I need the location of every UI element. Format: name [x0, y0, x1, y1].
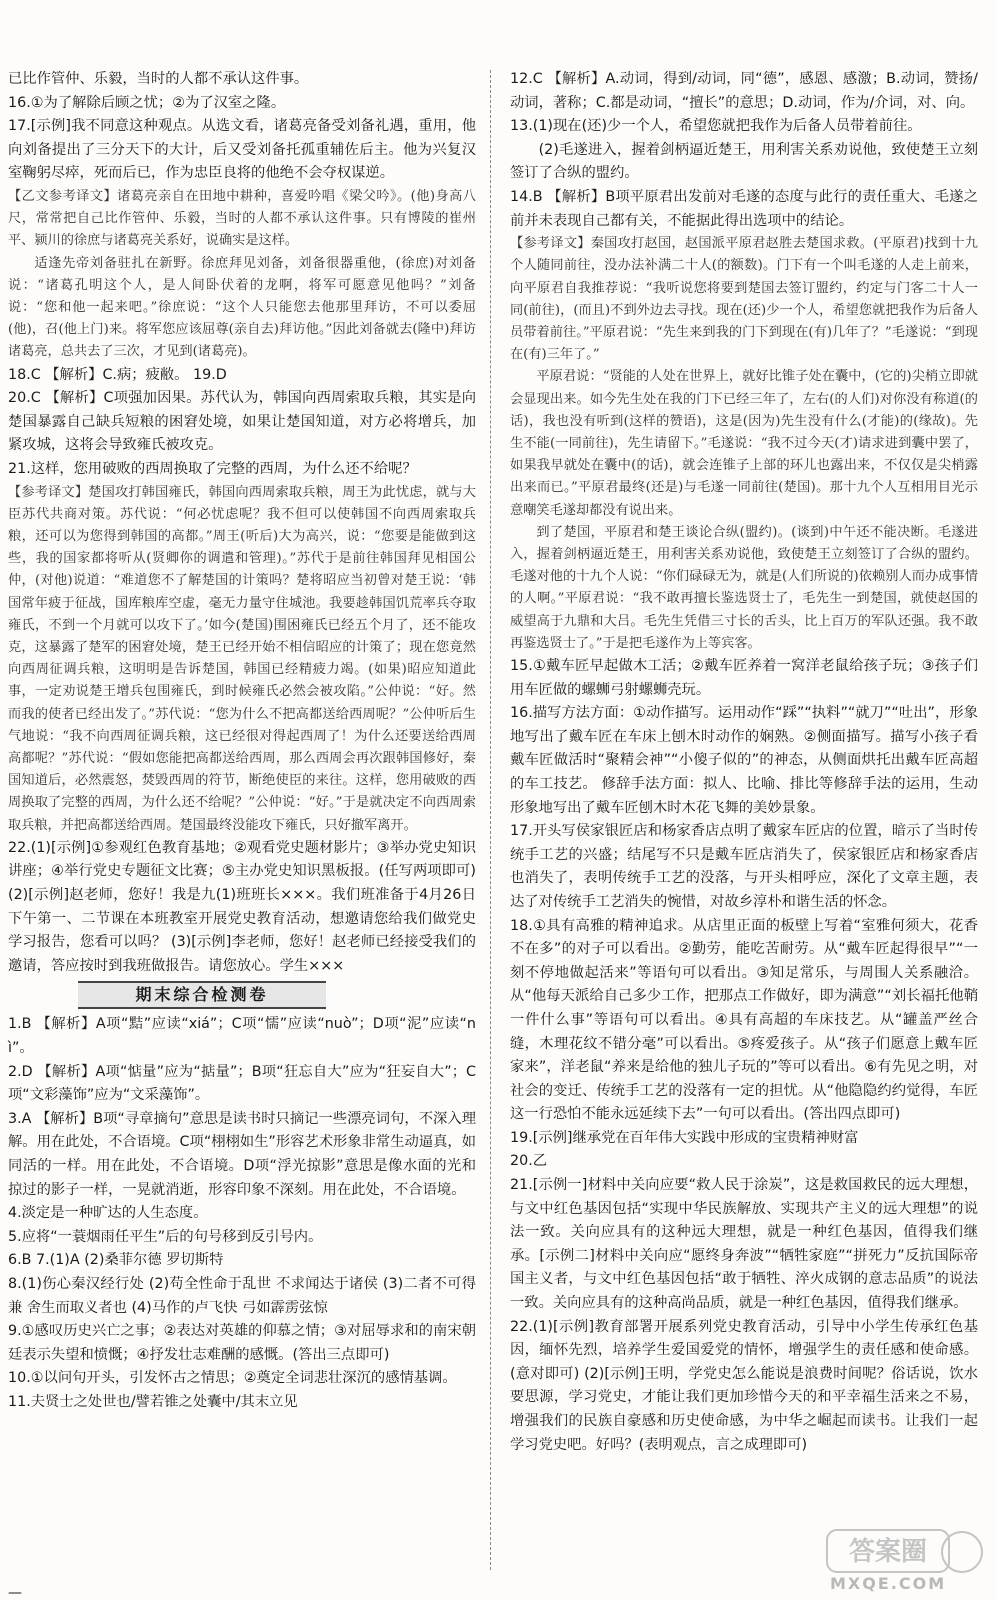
answer-paragraph: 17.开头写侯家银匠店和杨家香店点明了戴家车匠店的位置，暗示了当时传统手工艺的兴盛；结尾写不只是戴车匠店消失了，侯家银匠店和杨家香店也消失了，表明传统手工艺的没落，与开头相呼应，深化了文章主题，表达了对传统手工艺消失的惋惜，对故乡淳朴和谐生活的怀念。 [510, 823, 978, 910]
answer-paragraph: 20.乙 [510, 1153, 548, 1170]
answer-paragraph: 4.淡定是一种旷达的人生态度。 [8, 1205, 208, 1222]
left-column [8, 68, 476, 1414]
answer-paragraph: 6.B 7.(1)A (2)桑菲尔德 罗切斯特 [8, 1252, 224, 1269]
answer-paragraph: (2)毛遂进入，握着剑柄逼近楚王，用利害关系劝说他，致使楚王立刻签订了合纵的盟约。 [510, 141, 978, 182]
answer-paragraph: 16.①为了解除后顾之忧；②为了汉室之隆。 [8, 94, 286, 111]
translation-paragraph: 适逢先帝刘备驻扎在新野。徐庶拜见刘备，刘备很器重他，(徐庶)对刘备说：“诸葛孔明这个人，是人间卧伏着的龙啊，将军可愿意见他吗？”刘备说：“您和他一起来吧。”徐庶说：“这个人只能您去他那里拜访，不可以委屈(他)，召(他上门)来。将军您应该屈尊(亲自去)拜访他。”因此刘备就去(隆中)拜访诸葛亮，总共去了三次，才见到(诸葛亮)。 [8, 255, 476, 360]
answer-paragraph: 3.A 【解析】B项“寻章摘句”意思是读书时只摘记一些漂亮词句，不深入理解。用在此处，不合语境。C项“栩栩如生”形容艺术形象非常生动逼真，如同活的一样。用在此处，不合语境。D项“浮光掠影”意思是像水面的光和掠过的影子一样，一晃就消逝，形容印象不深刻。用在此处，不合语境。 [8, 1110, 476, 1198]
watermark-url: MXQE.COM [830, 1574, 947, 1593]
watermark-title: 答案圈 [848, 1537, 928, 1567]
answer-paragraph: 2.D 【解析】A项“惦量”应为“掂量”；B项“狂忘自大”应为“狂妄自大”；C项“文彩藻饰”应为“文采藻饰”。 [8, 1063, 476, 1104]
answer-paragraph: 22.(1)[示例]教育部署开展系列党史教育活动，引导中小学生传承红色基因，缅怀先烈，培养学生爱国爱党的情怀，增强学生的责任感和使命感。(意对即可) (2)[示例]王明，学党史怎么能说是浪费时间呢？俗话说，饮水要思源，学习党史，才能让我们更加珍惜今天的和平幸福生活来之不易，增强我们的民族自豪感和历史使命感，为中华之崛起而读书。让我们一起学习党史吧。好吗？(表明观点，言之成理即可) [510, 1318, 978, 1453]
page-footer-mark: — [8, 1585, 22, 1600]
answer-paragraph: 22.(1)[示例]①参观红色教育基地；②观看党史题材影片；③举办党史知识讲座；④举行党史专题征文比赛；⑤主办党史知识黑板报。(任写两项即可) (2)[示例]赵老师，您好！我是九(1)班班长×××。我们班准备于4月26日下午第一、二节课在本班教室开展党史教育活动，想邀请您给我们做党史学习报告，您看可以吗？ (3)[示例]李老师，您好！赵老师已经接受我们的邀请，答应按时到我班做报告。请您放心。学生××× [8, 839, 476, 974]
answer-paragraph: 18.①具有高雅的精神追求。从店里正面的板壁上写着“室雅何须大，花香不在多”的对子可以看出。②勤劳，能吃苦耐劳。从“戴车匠起得很早”“一刻不停地做起活来”等语句可以看出。③知足常乐，与周围人关系融洽。从“他每天派给自己多少工作，把那点工作做好，即为满意”“刘长福托他鞘一件什么事”等语句可以看出。④具有高超的车床技艺。从“罐盖严丝合缝，木理花纹不错分毫”可以看出。⑤疼爱孩子。从“孩子们愿意上戴车匠家来”，洋老鼠“养来是给他的独儿子玩的”等可以看出。⑥有先见之明，对社会的变迁、传统手工艺的没落有一定的担忧。从“他隐隐约约觉得，车匠这一行恐怕不能永远延续下去”一句可以看出。(答出四点即可) [510, 917, 978, 1123]
answer-paragraph: 15.①戴车匠早起做木工活；②戴车匠养着一窝洋老鼠给孩子玩；③孩子们用车匠做的螺蛳弓射螺蛳壳玩。 [510, 658, 978, 698]
answer-paragraph: 21.[示例一]材料中关向应要“救人民于涂炭”，这是救国救民的远大理想，与文中红色基因包括“实现中华民族解放、实现共产主义的远大理想”的说法一致。关向应具有的这种远大理想，就是一种红色基因，值得我们继承。[示例二]材料中关向应“愿终身奔波”“牺牲家庭”“拼死力”反抗国际帝国主义者，与文中红色基因包括“敢于牺牲、淬火成钢的意志品质”的说法一致。关向应具有的这种高尚品质，就是一种红色基因，值得我们继承。 [510, 1177, 978, 1312]
translation-paragraph: 【乙文参考译文】诸葛亮亲自在田地中耕种，喜爱吟唱《梁父吟》。(他)身高八尺，常常把自己比作管仲、乐毅，当时的人都不承认这件事。只有博陵的崔州平、颍川的徐庶与诸葛亮关系好，说确实是这样。 [8, 188, 476, 249]
answer-paragraph: 19.[示例]继承党在百年伟大实践中形成的宝贵精神财富 [510, 1129, 859, 1146]
answer-paragraph: 13.(1)现在(还)少一个人，希望您就把我作为后备人员带着前往。 [510, 118, 922, 135]
column-divider [490, 70, 491, 1570]
answer-paragraph: 9.①感叹历史兴亡之事；②表达对英雄的仰慕之情；③对屈辱求和的南宋朝廷表示失望和愤慨；④抒发壮志难酬的感慨。(答出三点即可) [8, 1323, 476, 1363]
answer-paragraph: 1.B 【解析】A项“黠”应读“xiá”；C项“懦”应读“nuò”；D项“泥”应读“nì”。 [8, 1016, 476, 1056]
answer-paragraph: 5.应将“一蓑烟雨任平生”后的句号移到反引号内。 [8, 1228, 323, 1245]
translation-paragraph: 【参考译文】秦国攻打赵国，赵国派平原君赵胜去楚国求救。(平原君)找到十九个人随同前往，没办法补满二十人(的额数)。门下有一个叫毛遂的人走上前来，向平原君自我推荐说：“我听说您将要到楚国去签订盟约，约定与门客二十人一同(前往)，(而且)不到外边去寻找。现在(还)少一个人，希望您就把我作为后备人员带着前往。”平原君说：“先生来到我的门下到现在(有)几年了？”毛遂说：“到现在(有)三年了。” [510, 236, 978, 363]
translation-paragraph: 【参考译文】楚国攻打韩国雍氏，韩国向西周索取兵粮，周王为此忧虑，就与大臣苏代共商对策。苏代说：“何必忧虑呢？我不但可以使韩国不向西周索取兵粮，还可以为您得到韩国的高都。”周王(听后)大为高兴，说：“您要是能做到这些，我的国家都将听从(贤卿你的调遣和管理)。”苏代于是前往韩国拜见相国公仲，(对他)说道：“难道您不了解楚国的计策吗？楚将昭应当初曾对楚王说：‘韩国常年疲于征战，国库粮库空虚，毫无力量守住城池。我要趁韩国饥荒率兵夺取雍氏，不到一个月就可以攻下了。’如今(楚国)围困雍氏已经五个月了，还不能攻克，这暴露了楚军的困窘处境，楚王已经开始不相信昭应的计策了；现在您竟然向西周征调兵粮，这明明是告诉楚国，韩国已经精疲力竭。(如果)昭应知道此事，一定劝说楚王增兵包围雍氏，到时候雍氏必然会被攻陷。”公仲说：“好。然而我的使者已经出发了。”苏代说：“您为什么不把高都送给西周呢？”公仲听后生气地说：“我不向西周征调兵粮，这已经很对得起西周了！为什么还要送给西周高都呢？”苏代说：“假如您能把高都送给西周，那么西周会再次跟韩国修好，秦国知道后，必然震怒，焚毁西周的符节，断绝使臣的来往。这样，您用破败的西周换取了完整的西周，为什么还不给呢？”公仲说：“好。”于是就决定不向西周索取兵粮，并把高都送给西周。楚国最终没能攻下雍氏，只好撤军离开。 [8, 484, 476, 833]
answer-paragraph: 18.C 【解析】C.病；疲敝。 19.D [8, 366, 227, 383]
right-column [510, 68, 978, 1457]
answer-paragraph: 21.这样，您用破败的西周换取了完整的西周，为什么还不给呢？ [8, 460, 417, 477]
answer-paragraph: 14.B 【解析】B项平原君出发前对毛遂的态度与此行的责任重大、毛遂之前并未表现自己都有关，不能据此得出选项中的结论。 [510, 188, 978, 229]
answer-paragraph: 11.夫贤士之处世也/譬若锥之处囊中/其末立见 [8, 1393, 298, 1410]
answer-paragraph: 8.(1)伤心秦汉经行处 (2)苟全性命于乱世 不求闻达于诸侯 (3)二者不可得兼 舍生而取义者也 (4)马作的卢飞快 弓如霹雳弦惊 [8, 1275, 476, 1316]
section-banner [78, 981, 326, 1009]
answer-paragraph: 16.描写方法方面：①动作描写。运用动作“踩”“执料”“就刀”“吐出”，形象地写出了戴车匠在车床上刨木时动作的娴熟。②侧面描写。描写小孩子看戴车匠做活时“聚精会神”“小傻子似的”的神态，从侧面烘托出戴车匠高超的车工技艺。 修辞手法方面：拟人、比喻、排比等修辞手法的运用，生动形象地写出了戴车匠刨木时木花飞舞的美妙景象。 [510, 705, 978, 816]
answer-paragraph: 17.[示例]我不同意这种观点。从选文看，诸葛亮备受刘备礼遇，重用，他向刘备提出了三分天下的大计，后又受刘备托孤重辅佐后主。他为兴复汉室鞠躬尽瘁，死而后已，作为忠臣良将的他绝不会夺权谋逆。 [8, 118, 476, 182]
section-title: 期末综合检测卷 [135, 985, 269, 1005]
translation-paragraph: 到了楚国，平原君和楚王谈论合纵(盟约)。(谈到)中午还不能决断。毛遂进入，握着剑柄逼近楚王，用利害关系劝说他，致使楚王立刻签订了合纵的盟约。毛遂对他的十九个人说：“你们碌碌无为，就是(人们所说的)依赖别人而办成事情的人啊。”平原君说：“我不敢再擅长鉴选贤士了，毛先生一到楚国，就使赵国的威望高于九鼎和大吕。毛先生凭借三寸长的舌头，比上百万的军队还强。我不敢再鉴选贤士了。”于是把毛遂作为上等宾客。 [510, 524, 978, 651]
answer-paragraph: 已比作管仲、乐毅，当时的人都不承认这件事。 [8, 71, 309, 87]
answer-paragraph: 10.①以问句开头，引发怀古之情思；②奠定全词悲壮深沉的感情基调。 [8, 1370, 457, 1387]
answer-paragraph: 12.C 【解析】A.动词，得到/动词，同“德”，感恩、感激；B.动词，赞扬/动词，著称；C.都是动词，“擅长”的意思；D.动词，作为/介词，对、向。 [510, 71, 978, 111]
answer-paragraph: 20.C 【解析】C项强加因果。苏代认为，韩国向西周索取兵粮，其实是向楚国暴露自己缺兵短粮的困窘处境，如果让楚国知道，对方必将增兵，加紧攻城，这将会导致雍氏被攻克。 [8, 390, 476, 454]
translation-paragraph: 平原君说：“贤能的人处在世界上，就好比锥子处在囊中，(它的)尖梢立即就会显现出来。如今先生处在我的门下已经三年了，左右(的人们)对你没有称道(的话)，我也没有听到(这样的赞语)，这是(因为)先生没有什么(才能)的(缘故)。先生不能(一同前往)，先生请留下。”毛遂说：“我不过今天(才)请求进到囊中罢了，如果我早就处在囊中(的话)，就会连锥子上部的环儿也露出来，不仅仅是尖梢露出来而已。”平原君最终(还是)与毛遂一同前往(楚国)。那十九个人互相用目光示意嘲笑毛遂却都没有说出来。 [510, 369, 978, 518]
